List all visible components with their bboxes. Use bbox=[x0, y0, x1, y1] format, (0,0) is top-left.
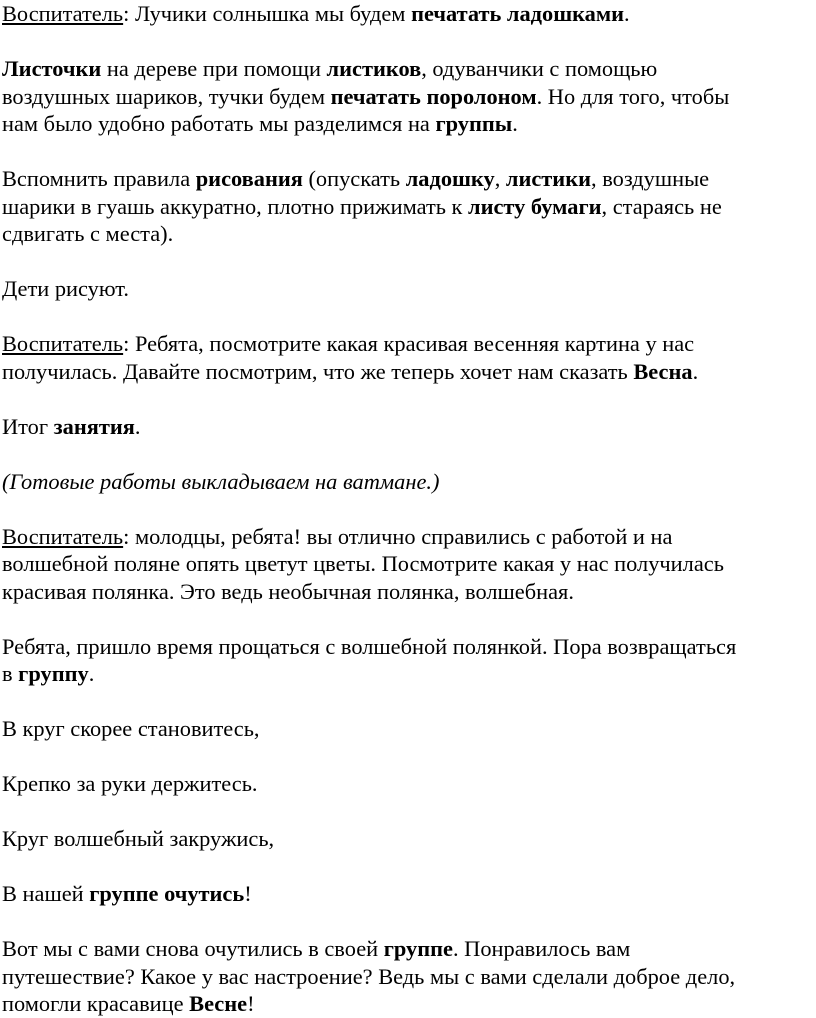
text: Вот мы с вами снова очутились в своей bbox=[2, 936, 384, 961]
text: Круг волшебный закружись, bbox=[2, 826, 275, 851]
text: воздушных шариков, тучки будем bbox=[2, 83, 331, 109]
bold-text: группе bbox=[383, 936, 453, 961]
bold-text: Весне bbox=[189, 991, 248, 1016]
paragraph-2 bbox=[2, 55, 812, 138]
paragraph-14 bbox=[2, 935, 812, 1018]
bold-text: Листочки bbox=[2, 56, 102, 81]
paragraph-8 bbox=[2, 523, 812, 606]
bold-text: группу bbox=[18, 661, 89, 686]
text: . bbox=[88, 661, 95, 686]
text: Крепко за руки держитесь. bbox=[2, 771, 258, 796]
line bbox=[2, 633, 812, 661]
line bbox=[2, 358, 812, 386]
text: , воздушные bbox=[591, 166, 710, 191]
paragraph-4 bbox=[2, 275, 812, 303]
line bbox=[2, 110, 812, 138]
speaker-label: Воспитатель bbox=[2, 331, 124, 356]
bold-text: группе очутись bbox=[89, 881, 245, 906]
line bbox=[2, 83, 812, 111]
bold-text: занятия bbox=[53, 413, 135, 439]
text: , одуванчики с помощью bbox=[421, 56, 658, 81]
paragraph-6 bbox=[2, 413, 812, 441]
text: , bbox=[494, 166, 506, 191]
bold-text: Весна bbox=[633, 358, 693, 384]
text: В нашей bbox=[2, 881, 90, 906]
bold-text: листу бумаги bbox=[468, 193, 602, 219]
text: (опускать bbox=[302, 166, 406, 191]
line bbox=[2, 935, 812, 963]
text: , стараясь не bbox=[601, 193, 722, 219]
speaker-label: Воспитатель bbox=[2, 1, 124, 26]
line bbox=[2, 220, 812, 248]
text: . bbox=[624, 1, 630, 26]
line bbox=[2, 660, 812, 688]
text: получилась. Давайте посмотрим, что же теперь хочет нам сказать bbox=[2, 358, 634, 384]
text: Вспомнить правила bbox=[2, 166, 196, 191]
line bbox=[2, 990, 812, 1018]
line bbox=[2, 963, 812, 991]
bold-text: листики bbox=[505, 166, 592, 191]
text: . bbox=[692, 358, 699, 384]
text: в bbox=[2, 661, 19, 686]
line bbox=[2, 193, 812, 221]
text: ! bbox=[247, 991, 255, 1016]
line bbox=[2, 330, 812, 358]
line bbox=[2, 523, 812, 551]
line bbox=[2, 578, 812, 606]
text: Дети рисуют. bbox=[2, 276, 129, 301]
text: помогли красавице bbox=[2, 991, 190, 1016]
text: . Понравилось вам bbox=[452, 936, 631, 961]
text: сдвигать с места). bbox=[2, 221, 174, 246]
text: В круг скорее становитесь, bbox=[2, 716, 260, 741]
line bbox=[2, 165, 812, 193]
document-page bbox=[2, 0, 812, 1018]
line bbox=[2, 55, 812, 83]
paragraph-7-italic-note bbox=[2, 468, 812, 496]
text: : молодцы, ребята! вы отлично справились с работой и на bbox=[123, 523, 673, 549]
poem-line-1 bbox=[2, 715, 812, 743]
text: нам было удобно работать мы разделимся на bbox=[2, 111, 436, 136]
text: на дереве при помощи bbox=[101, 56, 327, 81]
text: . bbox=[512, 111, 518, 136]
text: волшебной поляне опять цветут цветы. Посмотрите какая у нас получилась bbox=[2, 551, 724, 576]
speaker-label: Воспитатель bbox=[2, 523, 124, 549]
text: : Лучики солнышка мы будем bbox=[123, 1, 412, 26]
bold-text: листиков bbox=[326, 56, 422, 81]
bold-text: группы bbox=[435, 111, 513, 136]
paragraph-5 bbox=[2, 330, 812, 385]
line bbox=[2, 550, 812, 578]
text: шарики в гуашь аккуратно, плотно прижимать к bbox=[2, 193, 469, 219]
text: путешествие? Какое у вас настроение? Ведь мы с вами сделали доброе дело, bbox=[2, 963, 736, 989]
italic-text: (Готовые работы выкладываем на ватмане.) bbox=[2, 468, 440, 494]
poem-line-3 bbox=[2, 825, 812, 853]
paragraph-3 bbox=[2, 165, 812, 248]
text: Итог bbox=[2, 413, 54, 439]
poem-line-4 bbox=[2, 880, 812, 908]
text: Ребята, пришло время прощаться с волшебной полянкой. Пора возвращаться bbox=[2, 633, 737, 659]
text: ! bbox=[244, 881, 252, 906]
text: . bbox=[134, 413, 141, 439]
bold-text: печатать поролоном bbox=[330, 83, 537, 109]
paragraph-1 bbox=[2, 0, 812, 28]
bold-text: ладошку bbox=[405, 166, 495, 191]
bold-text: печатать ладошками bbox=[411, 1, 625, 26]
bold-text: рисования bbox=[195, 166, 303, 191]
text: . Но для того, чтобы bbox=[536, 83, 730, 109]
paragraph-9 bbox=[2, 633, 812, 688]
text: красивая полянка. Это ведь необычная полянка, волшебная. bbox=[2, 578, 574, 604]
text: : Ребята, посмотрите какая красивая весенняя картина у нас bbox=[123, 331, 695, 356]
poem-line-2 bbox=[2, 770, 812, 798]
